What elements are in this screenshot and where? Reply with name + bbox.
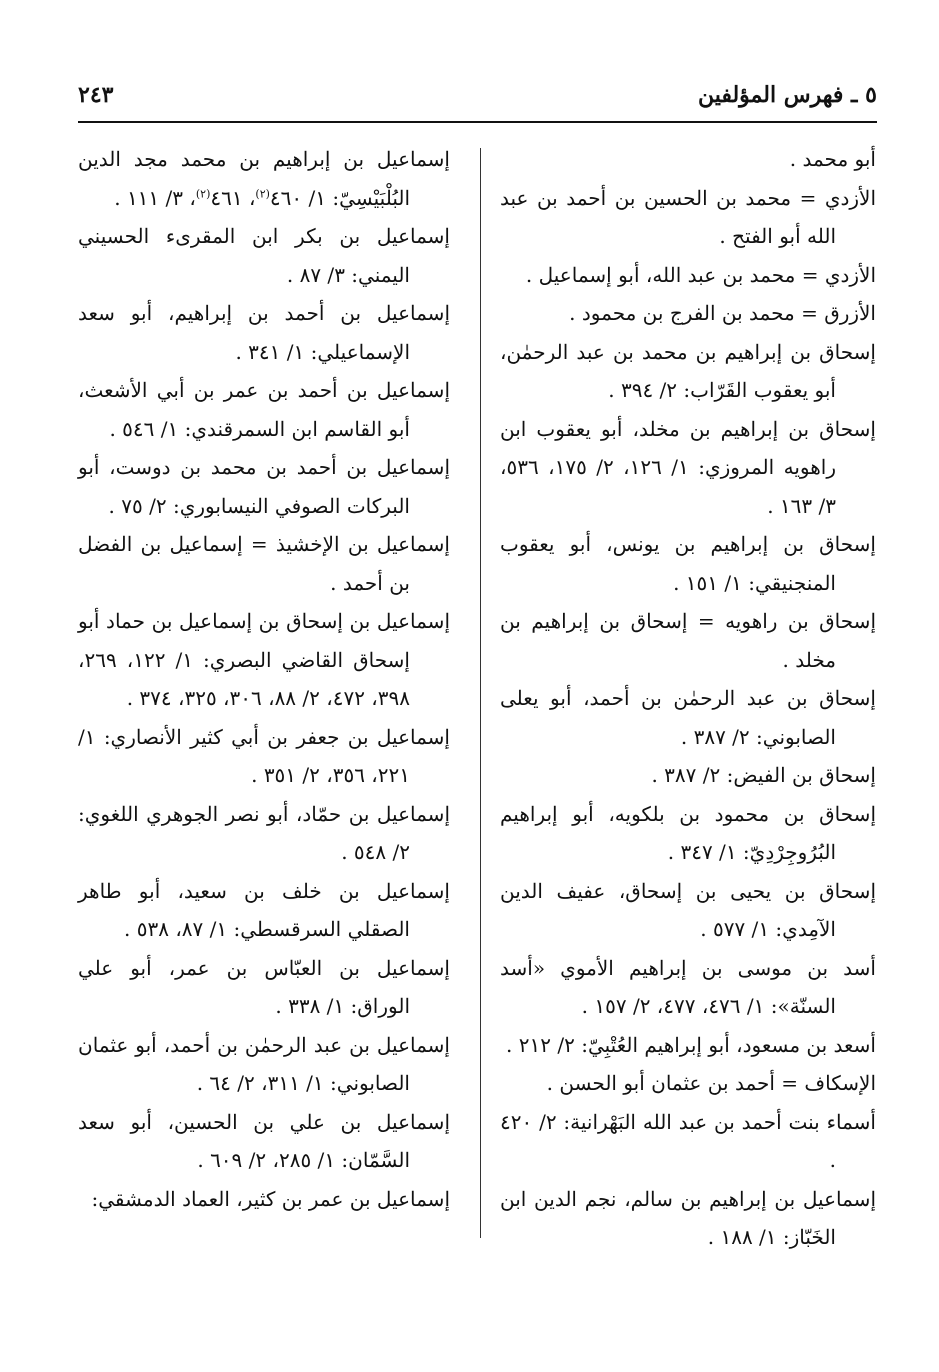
index-entry: إسحاق بن إبراهيم بن محمد بن عبد الرحمٰن، أبو يعقوب القَرّاب: ٢/ ٣٩٤ . [500, 339, 876, 402]
index-entry: إسماعيل بن بكر ابن المقرىء الحسيني اليمني: ٣/ ٨٧ . [78, 224, 450, 287]
index-entry: الإسكاف = أحمد بن عثمان أبو الحسن . [546, 1071, 876, 1095]
header-rule [78, 121, 877, 123]
index-entry: إسحاق بن راهويه = إسحاق بن إبراهيم بن مخلد . [500, 609, 876, 672]
index-entry: إسماعيل بن علي بن الحسين، أبو سعد السَّمّان: ١/ ٢٨٥، ٢/ ٦٠٩ . [78, 1109, 450, 1172]
index-entry: إسماعيل بن عبد الرحمٰن بن أحمد، أبو عثمان الصابوني: ١/ ٣١١، ٢/ ٦٤ . [78, 1032, 450, 1095]
entry-text: إسماعيل بن إبراهيم بن محمد مجد الدين البُلْبَيْسِيّ: ١/ ٤٦٠ [78, 147, 450, 210]
index-entry: إسماعيل بن خلف بن سعيد، أبو طاهر الصقلي السرقسطي: ١/ ٨٧، ٥٣٨ . [78, 878, 450, 941]
index-entry: إسماعيل بن حمّاد، أبو نصر الجوهري اللغوي: ٢/ ٥٤٨ . [78, 801, 450, 864]
column-divider [480, 148, 481, 1238]
index-entry: إسماعيل بن العبّاس بن عمر، أبو علي الوراق: ١/ ٣٣٨ . [78, 955, 450, 1018]
page-header [78, 76, 877, 122]
index-entry: أبو محمد . [789, 147, 876, 171]
index-entry: إسحاق بن محمود بن بلكويه، أبو إبراهيم البُرُوجِرْدِيّ: ١/ ٣٤٧ . [500, 801, 876, 864]
index-entry: إسماعيل بن إسحاق بن إسماعيل بن حماد أبو إسحاق القاضي البصري: ١/ ١٢٢، ٢٦٩، ٣٩٨، ٤٧٢، ٢/ ٨٨، ٣٠٦، ٣٢٥، ٣٧٤ . [78, 609, 450, 710]
index-entry: إسماعيل بن أحمد بن عمر بن أبي الأشعث، أبو القاسم ابن السمرقندي: ١/ ٥٤٦ . [78, 378, 450, 441]
index-entry: إسحاق بن عبد الرحمٰن بن أحمد، أبو يعلى الصابوني: ٢/ ٣٨٧ . [500, 686, 876, 749]
index-entry: أسد بن موسى بن إبراهيم الأموي «أسد السنّة»: ١/ ٤٧٦، ٤٧٧، ٢/ ١٥٧ . [500, 955, 876, 1018]
index-entry: إسماعيل بن جعفر بن أبي كثير الأنصاري: ١/ ٢٢١، ٣٥٦، ٢/ ٣٥١ . [78, 724, 450, 787]
footnote-marker: (٢) [255, 186, 270, 200]
index-entry: أسماء بنت أحمد بن عبد الله البَهْرانية: ٢/ ٤٢٠ . [500, 1109, 876, 1172]
entry-text: ، ٣/ ١١١ . [114, 185, 196, 210]
index-entry: الأزدي = محمد بن الحسين بن أحمد بن عبد الله أبو الفتح . [500, 185, 876, 248]
index-column-left [78, 140, 450, 1218]
index-entry: إسماعيل بن أحمد بن إبراهيم، أبو سعد الإسماعيلي: ١/ ٣٤١ . [78, 301, 450, 364]
entry-text: ، ٤٦١ [210, 185, 256, 210]
index-entry: إسحاق بن إبراهيم بن مخلد، أبو يعقوب ابن راهويه المروزي: ١/ ١٢٦، ٢/ ١٧٥، ٥٣٦، ٣/ ١٦٣ . [500, 416, 876, 518]
page-number: ٢٤٣ [78, 82, 114, 108]
index-entry: إسماعيل بن الإخشيذ = إسماعيل بن الفضل بن أحمد . [78, 532, 450, 595]
index-entry: الأزدي = محمد بن عبد الله، أبو إسماعيل . [525, 262, 876, 287]
index-column-right [500, 140, 876, 1257]
index-entry: إسماعيل بن عمر بن كثير، العماد الدمشقي: [91, 1186, 450, 1211]
index-entry: الأزرق = محمد بن الفرج بن محمود . [569, 301, 876, 325]
index-entry [78, 140, 450, 217]
index-entry: إسحاق بن الفيض: ٢/ ٣٨٧ . [651, 763, 876, 787]
index-entry: إسماعيل بن إبراهيم بن سالم، نجم الدين ابن الخَبّاز: ١/ ١٨٨ . [500, 1186, 876, 1249]
index-entry: إسحاق بن إبراهيم بن يونس، أبو يعقوب المنجنيقي: ١/ ١٥١ . [500, 532, 876, 595]
index-entry: أسعد بن مسعود، أبو إبراهيم العُتْبِيّ: ٢/ ٢١٢ . [506, 1032, 876, 1057]
section-title: ٥ ـ فهرس المؤلفين [697, 82, 877, 108]
index-entry: إسماعيل بن أحمد بن محمد بن دوست، أبو البركات الصوفي النيسابوري: ٢/ ٧٥ . [78, 455, 450, 518]
footnote-marker: (٢) [195, 186, 211, 200]
index-entry: إسحاق بن يحيى بن إسحاق، عفيف الدين الآمِدي: ١/ ٥٧٧ . [500, 878, 876, 941]
